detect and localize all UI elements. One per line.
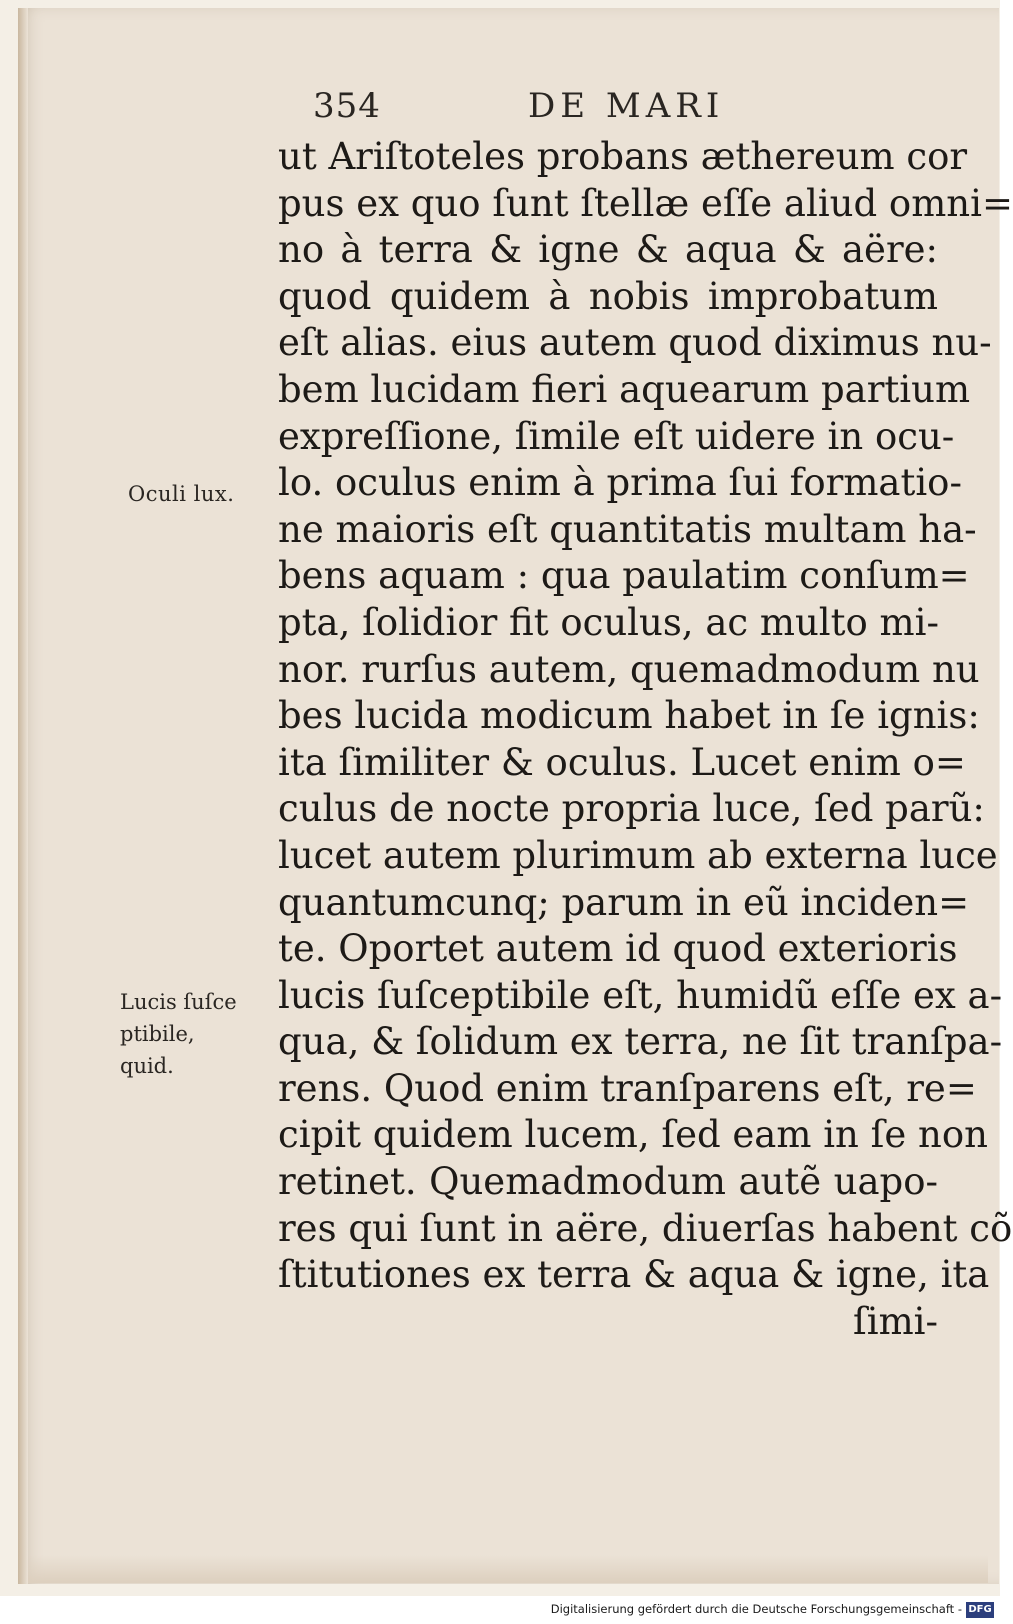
text-line: lucis ſuſceptibile eſt, humidũ eſſe ex a- [278, 973, 1003, 1017]
margin-note-line: ptibile, [120, 1022, 195, 1046]
text-line: bes lucida modicum habet in ſe ignis: [278, 694, 980, 738]
digitization-credit: Digitalisierung gefördert durch die Deutsche Forschungsgemeinschaft - [550, 1602, 962, 1616]
text-line: pus ex quo ſunt ſtellæ eſſe aliud omni= [278, 181, 1013, 225]
main-text-block [278, 134, 1013, 1345]
catchword: ſimi- [853, 1299, 938, 1343]
running-head [0, 86, 1000, 132]
text-line: quod quidem à nobis improbatum [278, 274, 938, 318]
text-line: bem lucidam fieri aquearum partium [278, 367, 971, 411]
text-line: cipit quidem lucem, ſed eam in ſe non [278, 1113, 988, 1157]
dfg-logo: DFG [966, 1602, 994, 1618]
text-line: qua, & ſolidum ex terra, ne ſit tranſpa- [278, 1020, 1003, 1064]
footer-bar [0, 1598, 1000, 1624]
text-line: rens. Quod enim tranſparens eſt, re= [278, 1066, 977, 1110]
text-line: res qui ſunt in aëre, diuerſas habent cõ [278, 1206, 1013, 1250]
text-line: retinet. Quemadmodum autẽ uapo- [278, 1160, 938, 1204]
margin-note-oculi-lux: Oculi lux. [128, 482, 235, 506]
text-line: ne maioris eſt quantitatis multam ha- [278, 507, 977, 551]
text-line: te. Oportet autem id quod exterioris [278, 927, 958, 971]
margin-note-line: quid. [120, 1054, 174, 1078]
page-number: 354 [313, 86, 381, 126]
running-title: DE MARI [528, 86, 725, 126]
text-line: no à terra & igne & aqua & aëre: [278, 228, 938, 272]
margin-note-lucis [120, 986, 237, 1082]
text-line: pta, ſolidior fit oculus, ac multo mi- [278, 600, 939, 644]
text-line: ut Ariſtoteles probans æthereum cor [278, 135, 968, 178]
text-line: bens aquam : qua paulatim conſum= [278, 554, 970, 598]
text-line: lucet autem plurimum ab externa luce [278, 833, 998, 877]
page-bottom-shadow [28, 1555, 988, 1583]
text-line: nor. rurſus autem, quemadmodum nu [278, 647, 980, 691]
margin-note-line: Lucis ſuſce [120, 990, 237, 1014]
text-line: ſtitutiones ex terra & aqua & igne, ita [278, 1253, 990, 1297]
text-line: culus de nocte propria luce, ſed parũ: [278, 787, 985, 831]
text-line: ita ſimiliter & oculus. Lucet enim o= [278, 740, 966, 784]
page-gutter-shadow [18, 8, 28, 1584]
text-line: lo. oculus enim à prima ſui formatio- [278, 461, 962, 505]
text-line: eſt alias. eius autem quod diximus nu- [278, 321, 992, 365]
text-line: quantumcunq; parum in eũ inciden= [278, 880, 970, 924]
text-line: expreſſione, ſimile eſt uidere in ocu- [278, 414, 955, 458]
